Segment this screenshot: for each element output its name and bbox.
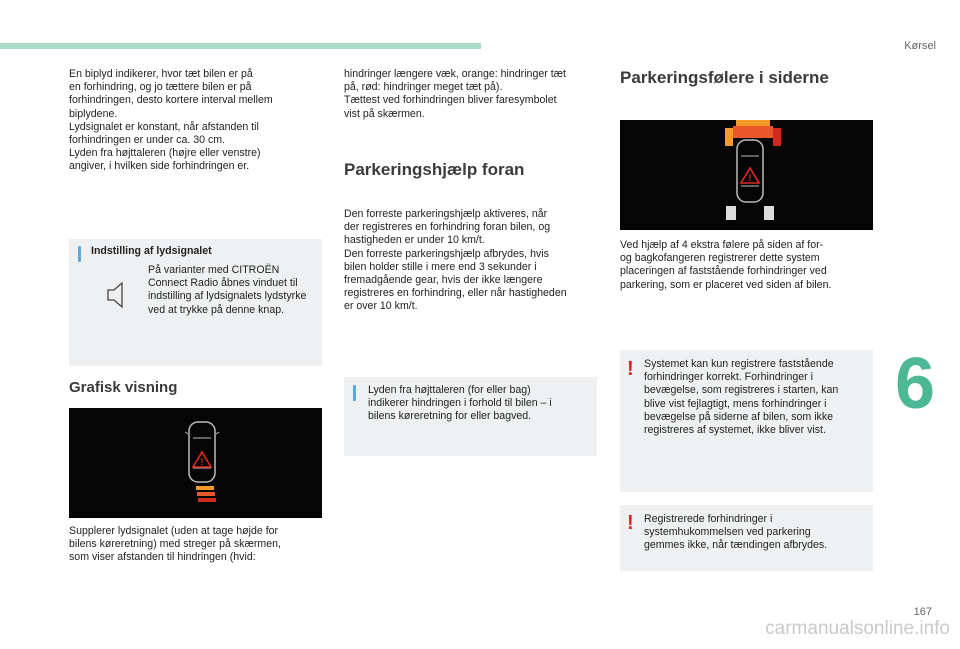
- heading-grafisk-visning: Grafisk visning: [69, 379, 178, 396]
- section-label: Kørsel: [904, 40, 936, 52]
- front-assist-paragraph: Den forreste parkeringshjælp aktiveres, når der registreres en forhindring foran bilen, og hastigheden er under 10 km/t. Den forreste parkeringshjælp afbrydes, hvis bilen holder stille i mere end 3 sekunder i fremadgående gear, hvis der ikke længere registreres en forhindring, eller når hastigheden er over 10 km/t.: [344, 208, 567, 313]
- note-title: Indstilling af lydsignalet: [91, 245, 212, 257]
- warning-note-1: [620, 350, 873, 492]
- speaker-mute-icon: [105, 280, 129, 310]
- warning-icon: !: [627, 512, 634, 534]
- rear-sensor-display-image: [69, 408, 322, 518]
- sound-settings-note: [69, 239, 322, 366]
- warning-icon: !: [627, 358, 634, 380]
- speaker-direction-note: [344, 377, 597, 456]
- heading-parkeringshjaelp-foran: Parkeringshjælp foran: [344, 160, 525, 179]
- warning-note-2: [620, 505, 873, 571]
- graphic-caption: Supplerer lydsignalet (uden at tage højde for bilens køreretning) med streger på skærmen, som viser afstanden til hindringen (hvid:: [69, 525, 281, 564]
- heading-parkeringsfolere-siderne: Parkeringsfølere i siderne: [620, 68, 829, 87]
- side-sensor-paragraph: Ved hjælp af 4 ekstra følere på siden af for- og bagkofangeren registrerer dette system placeringen af faststående forhindringer ved parkering, som er placeret ved siden af bilen.: [620, 239, 832, 291]
- info-icon: [353, 385, 356, 401]
- warning-text: Registrerede forhindringer i systemhukommelsen ved parkering gemmes ikke, når tændingen afbrydes.: [644, 513, 828, 552]
- chapter-number: 6: [894, 344, 936, 424]
- side-sensor-display-image: [620, 120, 873, 230]
- page-number: 167: [913, 606, 932, 618]
- svg-text:!: !: [200, 457, 204, 467]
- svg-text:!: !: [748, 173, 752, 183]
- note-text: På varianter med CITROËN Connect Radio åbnes vinduet til indstilling af lydsignalets lydstyrke ved at trykke på denne knap.: [148, 264, 307, 316]
- top-accent-bar: [0, 43, 481, 49]
- watermark: carmanualsonline.info: [765, 618, 950, 639]
- continued-paragraph: hindringer længere væk, orange: hindringer tæt på, rød: hindringer meget tæt på). Tættest ved forhindringen bliver faresymbolet vist på skærmen.: [344, 68, 567, 120]
- intro-paragraph: En biplyd indikerer, hvor tæt bilen er på en forhindring, og jo tættere bilen er på forhindringen, desto kortere interval mellem biplydene. Lydsignalet er konstant, når afstanden til forhindringen er under ca. 30 cm. Lyden fra højttaleren (højre eller venstre) angiver, i hvilken side forhindringen er.: [69, 68, 273, 173]
- note-text: Lyden fra højttaleren (for eller bag) indikerer hindringen i forhold til bilen – i bilens køreretning for eller bagved.: [368, 384, 552, 423]
- info-icon: [78, 246, 81, 262]
- warning-text: Systemet kan kun registrere faststående forhindringer korrekt. Forhindringer i bevægelse, som registreres i starten, kan blive vist fejlagtigt, mens forhindringer i bevægelse på siderne af bilen, som ikke registreres af systemet, ikke bliver vist.: [644, 358, 839, 437]
